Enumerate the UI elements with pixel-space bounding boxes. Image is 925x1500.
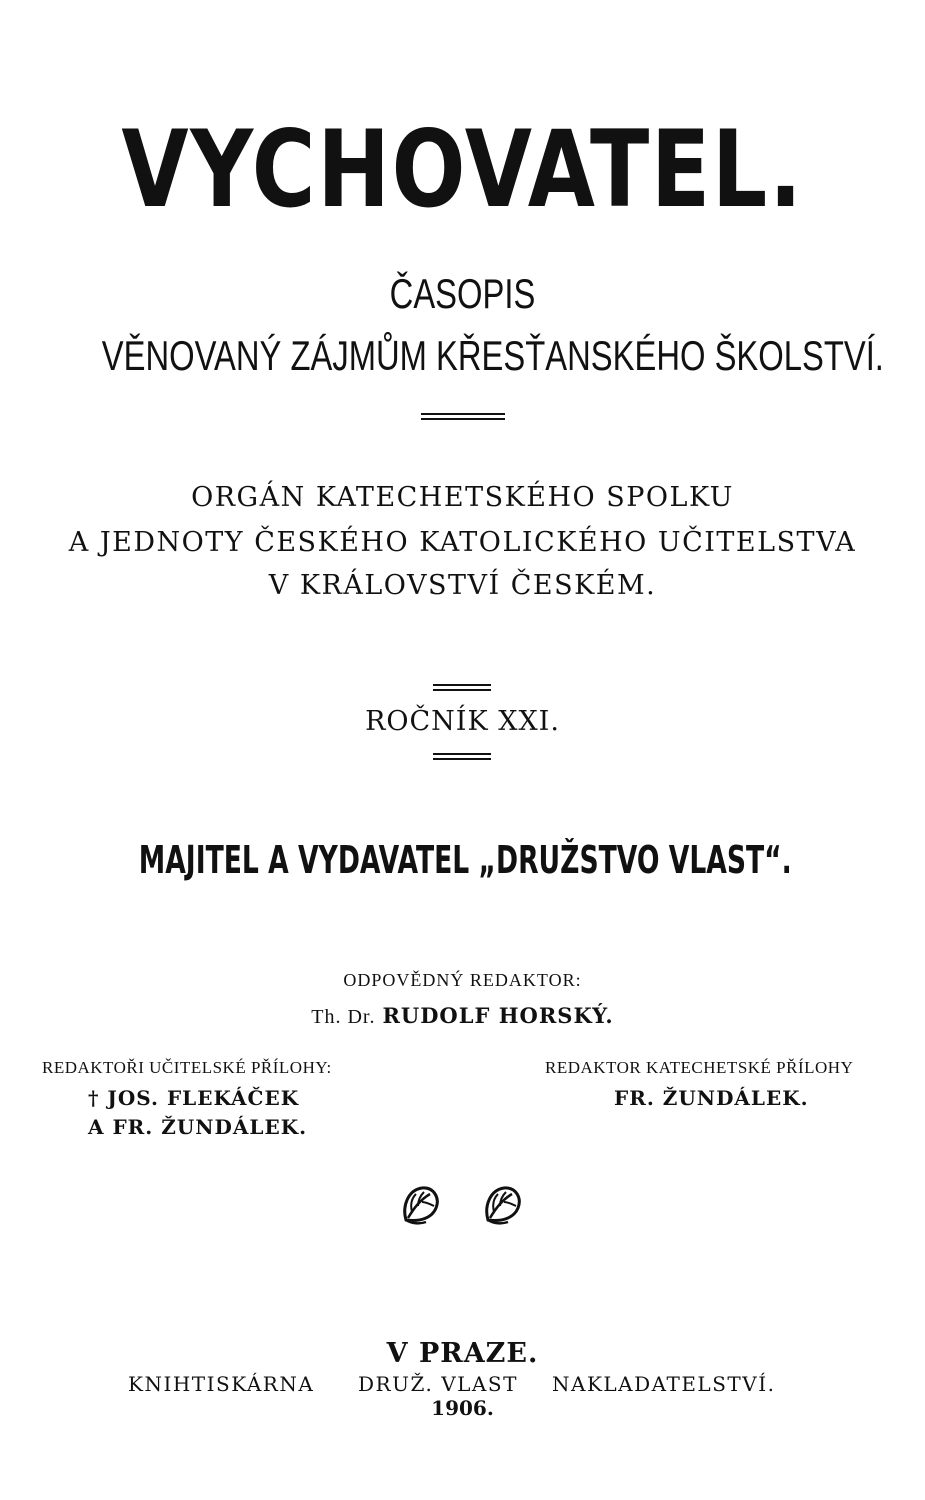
- imprint-printer: KNIHTISKÁRNA: [128, 1372, 315, 1396]
- double-rule-2: [433, 684, 491, 691]
- imprint-place: V PRAZE.: [386, 1338, 539, 1369]
- organ-line-2: A JEDNOTY ČESKÉHO KATOLICKÉHO UČITELSTVA: [68, 527, 857, 558]
- double-rule-3: [433, 753, 491, 760]
- teacher-supplement-editor-2: A FR. ŽUNDÁLEK.: [88, 1115, 308, 1139]
- catechetic-supplement-label: REDAKTOR KATECHETSKÉ PŘÍLOHY: [545, 1058, 854, 1077]
- editor-name: RUDOLF HORSKÝ.: [382, 1003, 614, 1028]
- leaf-ornament-icon: [398, 1182, 444, 1228]
- owner-publisher: MAJITEL A VYDAVATEL „DRUŽSTVO VLAST“.: [138, 838, 792, 882]
- leaf-ornament-icon: [480, 1182, 526, 1228]
- organ-line-1: ORGÁN KATECHETSKÉHO SPOLKU: [191, 482, 734, 513]
- organ-line-3: V KRÁLOVSTVÍ ČESKÉM.: [268, 570, 657, 601]
- responsible-editor-label: ODPOVĚDNÝ REDAKTOR:: [343, 970, 582, 990]
- imprint-cooperative: DRUŽ. VLAST: [358, 1372, 518, 1396]
- double-rule-1: [421, 413, 505, 420]
- subtitle-dedication: VĚNOVANÝ ZÁJMŮM KŘESŤANSKÉHO ŠKOLSTVÍ.: [101, 332, 884, 379]
- catechetic-supplement-editor: FR. ŽUNDÁLEK.: [614, 1086, 809, 1110]
- imprint-publisher: NAKLADATELSTVÍ.: [552, 1372, 776, 1396]
- masthead-title: VYCHOVATEL.: [121, 108, 804, 231]
- teacher-supplement-editor-1: † JOS. FLEKÁČEK: [88, 1086, 300, 1110]
- subtitle-casopis: ČASOPIS: [389, 270, 536, 317]
- teacher-supplement-label: REDAKTOŘI UČITELSKÉ PŘÍLOHY:: [42, 1058, 332, 1077]
- volume-number: ROČNÍK XXI.: [365, 706, 560, 737]
- editor-title: Th. Dr.: [311, 1006, 376, 1028]
- imprint-year: 1906.: [431, 1396, 494, 1420]
- responsible-editor: [0, 1003, 925, 1029]
